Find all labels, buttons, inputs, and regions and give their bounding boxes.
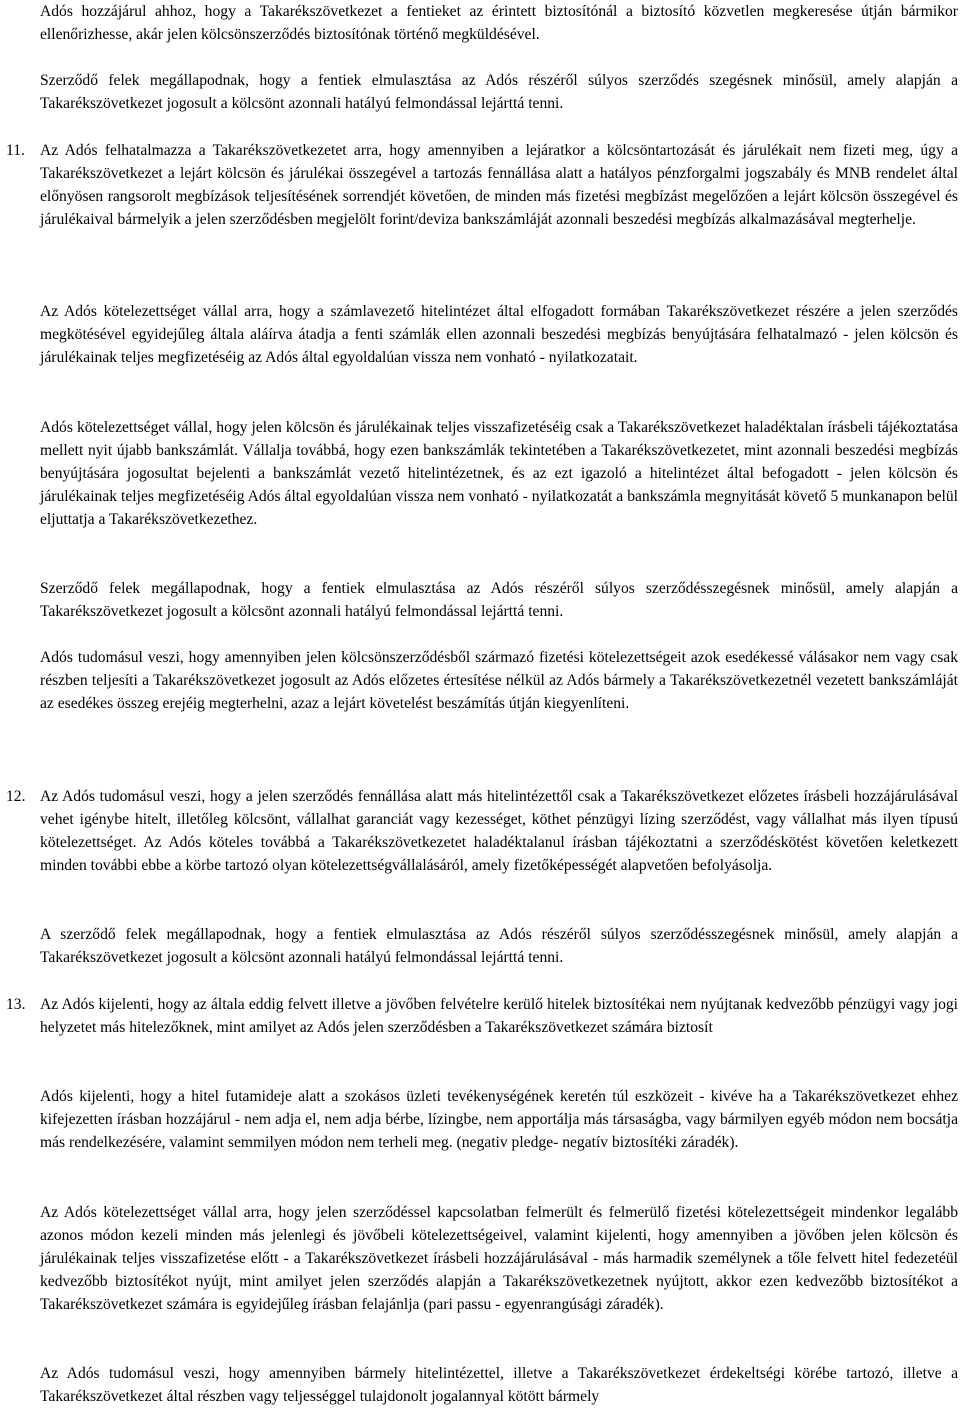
paragraph-breach-clause-1: Szerződő felek megállapodnak, hogy a fentiek elmulasztása az Adós részéről súlyos szerződés szegésnek minősül, amely alapján a Takarékszövetkezet jogosult a kölcsönt azonnali hatályú felmondással lejárttá tenni. [40,72,958,112]
paragraph-section-13-collateral: Az Adós kijelenti, hogy az általa eddig felvett illetve a jövőben felvételre kerülő hitelek biztosítékai nem nyújtanak kedvezőbb pénzügyi vagy jogi helyzetet más hitelezőknek, mint amilyet az Adós jelen szerződésben a Takarékszövetkezet számára biztosít [40,996,958,1036]
paragraph-related-entities: Az Adós tudomásul veszi, hogy amennyiben bármely hitelintézettel, illetve a Takarékszövetkezet érdekeltségi körébe tartozó, illetve a Takarékszövetkezet által részben vagy teljességgel tulajdonolt jogalannyal kötött bármely [40,1365,958,1405]
section-number-13: 13. [6,996,26,1013]
paragraph-section-11-authorization: Az Adós felhatalmazza a Takarékszövetkezetet arra, hogy amennyiben a lejáratkor a kölcsöntartozását és járulékait nem fizeti meg, úgy a Takarékszövetkezet a lejárt kölcsön és járulékai összegével a tartozás fennállása alatt a hatályos pénzforgalmi jogszabály és MNB rendelet által előnyösen rangsorolt megbízások teljesítésének sorrendjét követően, de minden más fizetési megbízást megelőzően a lejárt kölcsön összegével és járulékaival bármelyik a jelen szerződésben megjelölt forint/deviza bankszámláját azonnali beszedési megbízás alkalmazásával megterhelje. [40,142,958,228]
paragraph-new-bank-account: Adós kötelezettséget vállal, hogy jelen kölcsön és járulékainak teljes visszafizetéséig csak a Takarékszövetkezet haladéktalan írásbeli tájékoztatása mellett nyit újabb bankszámlát. Vállalja továbbá, hogy ezen bankszámlák tekintetében a Takarékszövetkezetet, mint azonnali beszedési megbízás benyújtására jogosultat bejelenti a bankszámlát vezető hitelintézetnek, és az ezt igazoló a hitelintézet által befogadott - jelen kölcsön és járulékainak teljes megfizetéséig Adós által egyoldalúan vissza nem vonható - nyilatkozatát a bankszámla megnyitását követő 5 munkanapon belül eljuttatja a Takarékszövetkezethez. [40,419,958,528]
paragraph-pari-passu: Az Adós kötelezettséget vállal arra, hogy jelen szerződéssel kapcsolatban felmerült és felmerülő fizetési kötelezettségeit mindenkor legalább azonos módon kezeli minden más jelenlegi és jövőbeli kötelezettségeivel, valamint kijelenti, hogy amennyiben a jövőben jelen kölcsön és járulékainak teljes visszafizetése előtt - a Takarékszövetkezet írásbeli hozzájárulásával - más harmadik személynek a tőle felvett hitel fedezetéül kedvezőbb biztosítékot nyújt, mint amilyet jelen szerződés alapján a Takarékszövetkezetnek nyújtott, akkor ezen kedvezőbb biztosítékot a Takarékszövetkezet számára is egyidejűleg írásban felajánlja (pari passu - egyenrangúsági záradék). [40,1204,958,1313]
paragraph-section-12-other-loans: Az Adós tudomásul veszi, hogy a jelen szerződés fennállása alatt más hitelintézettől csak a Takarékszövetkezet előzetes írásbeli hozzájárulásával vehet igénybe hitelt, illetőleg kölcsönt, vállalhat garanciát vagy kezességet, köthet pénzügyi lízing szerződést, vagy vállalhat más ilyen típusú kötelezettséget. Az Adós köteles továbbá a Takarékszövetkezetet haladéktalanul írásban tájékoztatni a szerződéskötést követően keletkezett minden további ebbe a körbe tartozó olyan kötelezettségvállalásáról, amely fizetőképességét alapvetően befolyásolja. [40,788,958,874]
paragraph-negative-pledge: Adós kijelenti, hogy a hitel futamideje alatt a szokásos üzleti tevékenységének keretén túl eszközeit - kivéve ha a Takarékszövetkezet ehhez kifejezetten írásban hozzájárul - nem adja el, nem adja bérbe, lízingbe, nem apportálja más társaságba, vagy bármilyen egyéb módon nem bocsátja más rendelkezésére, valamint semmilyen módon nem terheli meg. (negativ pledge- negatív biztosítéki záradék). [40,1088,958,1151]
section-number-12: 12. [6,788,26,805]
paragraph-breach-clause-3: A szerződő felek megállapodnak, hogy a fentiek elmulasztása az Adós részéről súlyos szerződésszegésnek minősül, amely alapján a Takarékszövetkezet jogosult a kölcsönt azonnali hatályú felmondással lejárttá tenni. [40,926,958,966]
paragraph-breach-clause-2: Szerződő felek megállapodnak, hogy a fentiek elmulasztása az Adós részéről súlyos szerződésszegésnek minősül, amely alapján a Takarékszövetkezet jogosult a kölcsönt azonnali hatályú felmondással lejárttá tenni. [40,580,958,620]
paragraph-insurer-verification: Adós hozzájárul ahhoz, hogy a Takarékszövetkezet a fentieket az érintett biztosítónál a biztosító közvetlen megkeresése útján bármikor ellenőrizhesse, akár jelen kölcsönszerződés biztosítónak történő megküldésével. [40,3,958,43]
paragraph-setoff: Adós tudomásul veszi, hogy amennyiben jelen kölcsönszerződésből származó fizetési kötelezettségeit azok esedékessé válásakor nem vagy csak részben teljesíti a Takarékszövetkezet jogosult az Adós előzetes értesítése nélkül az Adós bármely a Takarékszövetkezetnél vezetett bankszámláját az esedékes összeg erejéig megterhelni, azaz a lejárt követelést beszámítás útján kiegyenlíteni. [40,649,958,712]
section-number-11: 11. [6,142,25,159]
paragraph-direct-debit-mandate: Az Adós kötelezettséget vállal arra, hogy a számlavezető hitelintézet által elfogadott formában Takarékszövetkezet részére a jelen szerződés megkötésével egyidejűleg általa aláírva átadja a fenti számlák ellen azonnali beszedési megbízás benyújtására felhatalmazó - jelen kölcsön és járulékainak teljes megfizetéséig az Adós által egyoldalúan vissza nem vonható - nyilatkozatait. [40,303,958,366]
